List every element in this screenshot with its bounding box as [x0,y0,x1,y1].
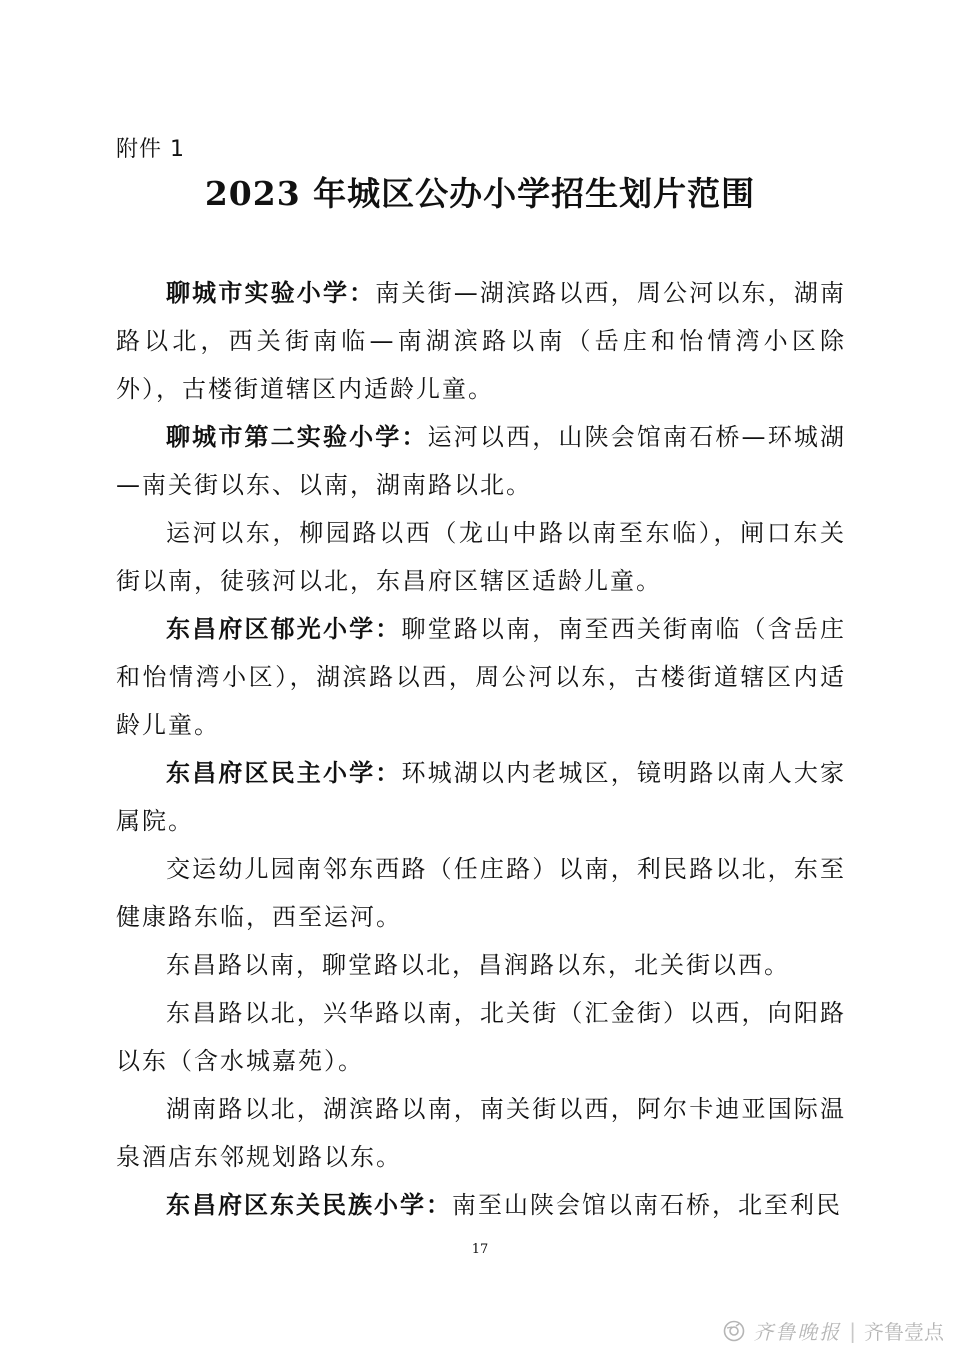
paragraph-text: 聊堂路以南，南至西关街南临（含岳庄和怡情湾小区），湖滨路以西，周公河以东，古楼街道辖区内适龄儿童。 [116,615,847,739]
paragraph [116,413,846,509]
paragraph-text: 南至山陕会馆以南石桥，北至利民 [452,1191,842,1219]
paragraph-text: 运河以西，山陕会馆南石桥—环城湖—南关街以东、以南，湖南路以北。 [116,423,847,499]
paragraph-text: 运河以东，柳园路以西（龙山中路以南至东临），闸口东关街以南，徒骇河以北，东昌府区辖区适龄儿童。 [116,519,846,595]
watermark-script: 齐鲁晚报 [753,1320,842,1344]
paragraph [116,1181,846,1229]
school-name: 聊城市第二实验小学： [166,423,428,451]
school-name: 东昌府区民主小学： [166,759,402,787]
paragraph [116,941,846,989]
watermark [723,1316,944,1345]
document-title: 2023 年城区公办小学招生划片范围 [204,174,756,213]
paragraph-text: 交运幼儿园南邻东西路（任庄路）以南，利民路以北，东至健康路东临，西至运河。 [116,855,846,931]
paragraph [116,989,846,1085]
paragraph [116,509,846,605]
watermark-separator: | [849,1318,856,1343]
document-body [116,269,846,1229]
paragraph-text: 环城湖以内老城区，镜明路以南人大家属院。 [116,759,847,835]
paragraph-text: 东昌路以南，聊堂路以北，昌润路以东，北关街以西。 [166,951,790,979]
school-name: 东昌府区郁光小学： [166,615,402,643]
camera-icon [723,1320,745,1342]
paragraph-text: 湖南路以北，湖滨路以南，南关街以西，阿尔卡迪亚国际温泉酒店东邻规划路以东。 [116,1095,846,1171]
school-name: 聊城市实验小学： [166,279,376,307]
watermark-brand: 齐鲁壹点 [864,1320,944,1344]
paragraph [116,1085,846,1181]
paragraph [116,605,846,749]
paragraph-text: 南关街—湖滨路以西，周公河以东，湖南路以北，西关街南临—南湖滨路以南（岳庄和怡情湾小区除外），古楼街道辖区内适龄儿童。 [116,279,847,403]
paragraph-text: 东昌路以北，兴华路以南，北关街（汇金街）以西，向阳路以东（含水城嘉苑）。 [116,999,846,1075]
paragraph [116,269,846,413]
paragraph [116,845,846,941]
paragraph [116,749,846,845]
page-number: 17 [471,1242,489,1257]
school-name: 东昌府区东关民族小学： [166,1191,452,1219]
attachment-label: 附件 1 [116,137,185,162]
